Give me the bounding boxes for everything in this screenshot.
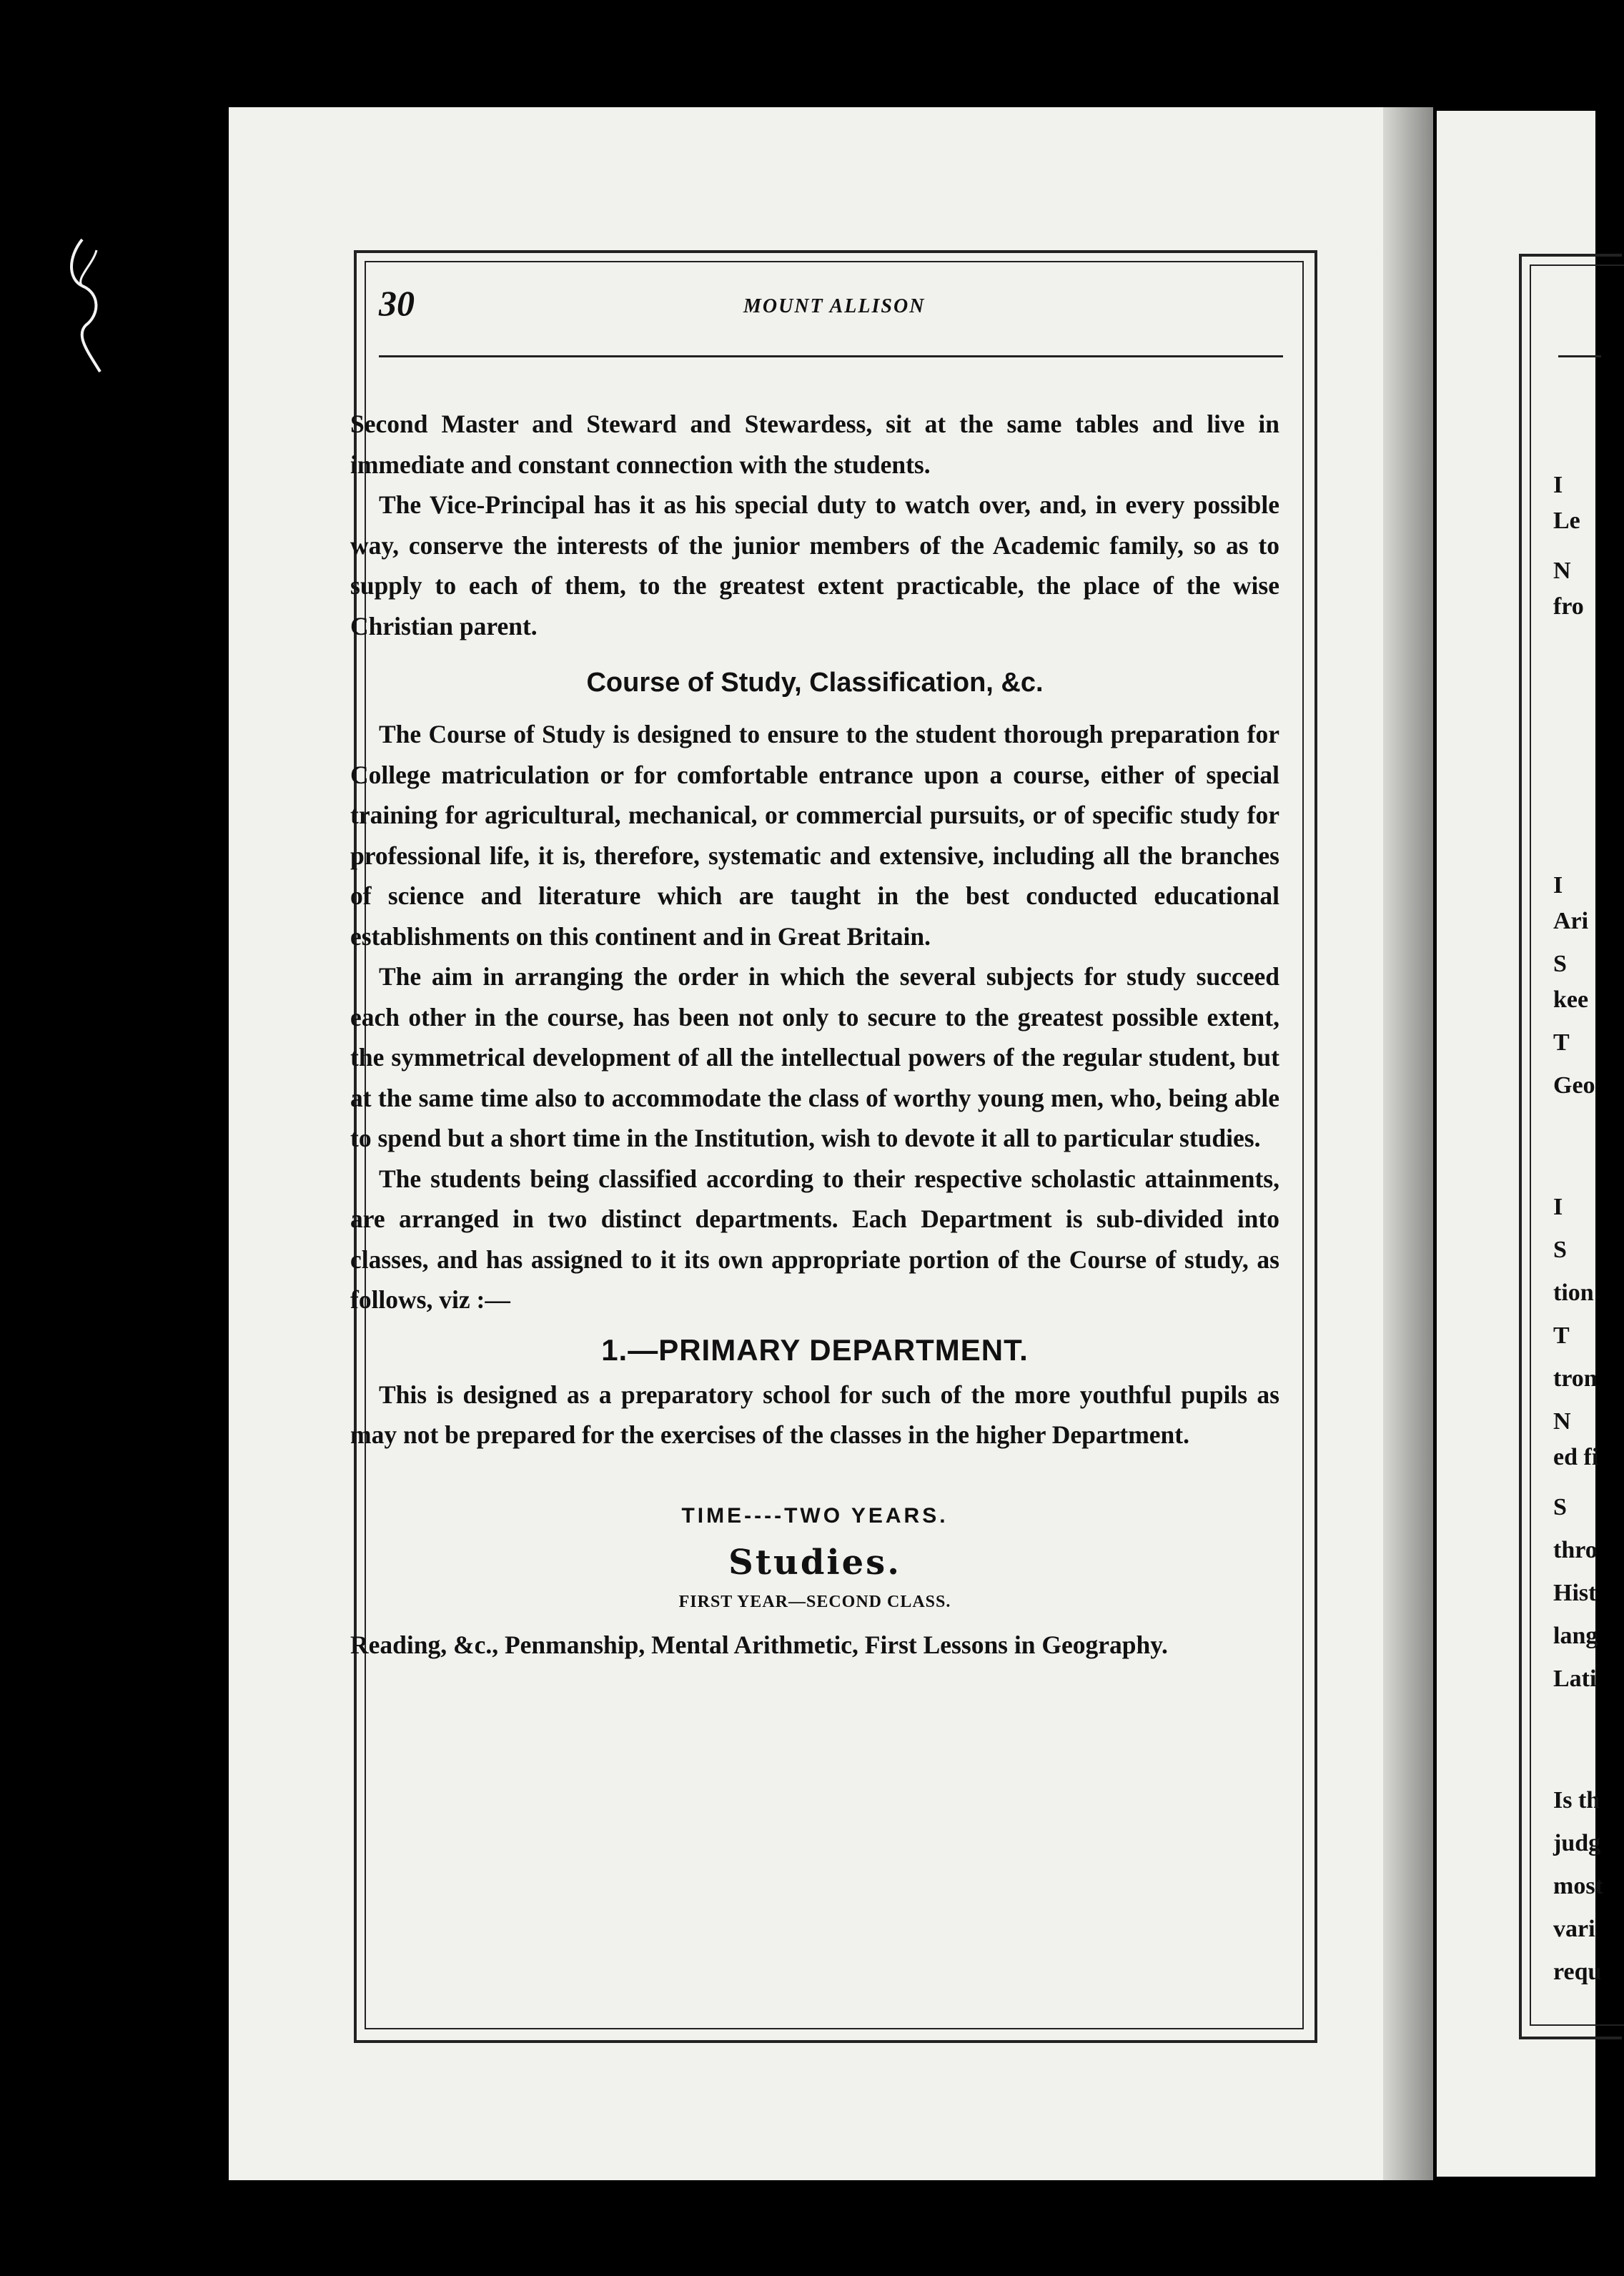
string-mark bbox=[61, 236, 111, 379]
facing-page-fragment: I bbox=[1553, 1194, 1563, 1220]
facing-page-fragment: T bbox=[1553, 1029, 1570, 1056]
page-gutter bbox=[1383, 107, 1433, 2180]
facing-page-fragment: Lati bbox=[1553, 1666, 1597, 1692]
paragraph-course-of-study: The Course of Study is designed to ensure to the student thorough preparation for College matriculation or for comfortable entrance upon a course, either of special training for agricultural, mechanical, or commercial pursuits, or of specific study for professional life, it is, therefore, systematic and extensive, including all the branches of science and literature which are taught in the best conducted educational establishments on this continent and in Great Britain. bbox=[350, 720, 1279, 951]
paragraph-classification: The students being classified according to their respective scholastic attainments, are arranged in two distinct departments. Each Department is sub-divided into classes, and has assigned to it its own appropriate portion of the Course of study, as follows, viz :— bbox=[350, 1164, 1279, 1314]
facing-page-fragment: lang bbox=[1553, 1623, 1598, 1649]
facing-page-fragment: Geo bbox=[1553, 1072, 1595, 1099]
facing-page-fragment: fro bbox=[1553, 593, 1584, 620]
facing-page-text bbox=[1553, 457, 1603, 1985]
facing-page-fragment: I bbox=[1553, 872, 1563, 899]
page-body bbox=[350, 404, 1279, 1665]
facing-page-fragment: N bbox=[1553, 1408, 1571, 1435]
facing-page-fragment: judg bbox=[1553, 1830, 1601, 1856]
facing-page-fragment: S bbox=[1553, 951, 1567, 977]
facing-page-fragment: Hist bbox=[1553, 1580, 1597, 1606]
facing-page-fragment: I bbox=[1553, 472, 1563, 498]
facing-page-fragment: vari bbox=[1553, 1916, 1595, 1942]
facing-header-rule bbox=[1558, 355, 1601, 357]
facing-page-fragment: tion bbox=[1553, 1280, 1594, 1306]
primary-department-heading: 1.—PRIMARY DEPARTMENT. bbox=[601, 1332, 1029, 1367]
facing-page-fragment: thro bbox=[1553, 1537, 1598, 1563]
class-label: FIRST YEAR—SECOND CLASS. bbox=[678, 1592, 951, 1611]
facing-page-fragment: Ari bbox=[1553, 908, 1589, 934]
facing-page-fragment: requ bbox=[1553, 1959, 1602, 1985]
facing-page-fragment: tron bbox=[1553, 1365, 1598, 1392]
paragraph-aim: The aim in arranging the order in which the several subjects for study succeed each other in the course, has been not only to secure to the greatest possible extent, the symmetrical development of all the intellectual powers of the regular student, but at the same time also to accommodate the class of worthy young men, who, being able to spend but a short time in the Institution, wish to devote it all to particular studies. bbox=[350, 962, 1279, 1152]
studies-heading: Studies. bbox=[728, 1542, 901, 1583]
course-heading: Course of Study, Classification, &c. bbox=[586, 668, 1044, 698]
facing-page-fragment: T bbox=[1553, 1322, 1570, 1349]
page-header bbox=[379, 282, 1287, 325]
facing-page-fragment: S bbox=[1553, 1494, 1567, 1520]
facing-page-fragment: most bbox=[1553, 1873, 1603, 1899]
facing-page-fragment: Le bbox=[1553, 508, 1580, 534]
paragraph-vice-principal: The Vice-Principal has it as his special duty to watch over, and, in every possible way, conserve the interests of the junior members of the Academic family, so as to supply to each of them, to the greatest extent practicable, the place of the wise Christian parent. bbox=[350, 490, 1279, 640]
header-rule bbox=[379, 355, 1283, 357]
paragraph-primary-department: This is designed as a preparatory school for such of the more youthful pupils as may not be prepared for the exercises of the classes in the higher Department. bbox=[350, 1380, 1279, 1449]
facing-page-fragment: ed fi bbox=[1553, 1444, 1599, 1470]
time-label: TIME----TWO YEARS. bbox=[681, 1503, 949, 1528]
page-number: 30 bbox=[379, 283, 415, 323]
facing-page-fragment: kee bbox=[1553, 986, 1589, 1013]
running-head: MOUNT ALLISON bbox=[743, 295, 926, 317]
paragraph-studies-list: Reading, &c., Penmanship, Mental Arithmetic, First Lessons in Geography. bbox=[350, 1630, 1168, 1659]
facing-page-fragment: N bbox=[1553, 558, 1571, 584]
facing-page-fragment: Is th bbox=[1553, 1787, 1600, 1814]
facing-page-fragment: S bbox=[1553, 1237, 1567, 1263]
paragraph-staff: Second Master and Steward and Stewardess, sit at the same tables and live in immediate and constant connection with the students. bbox=[350, 410, 1279, 479]
